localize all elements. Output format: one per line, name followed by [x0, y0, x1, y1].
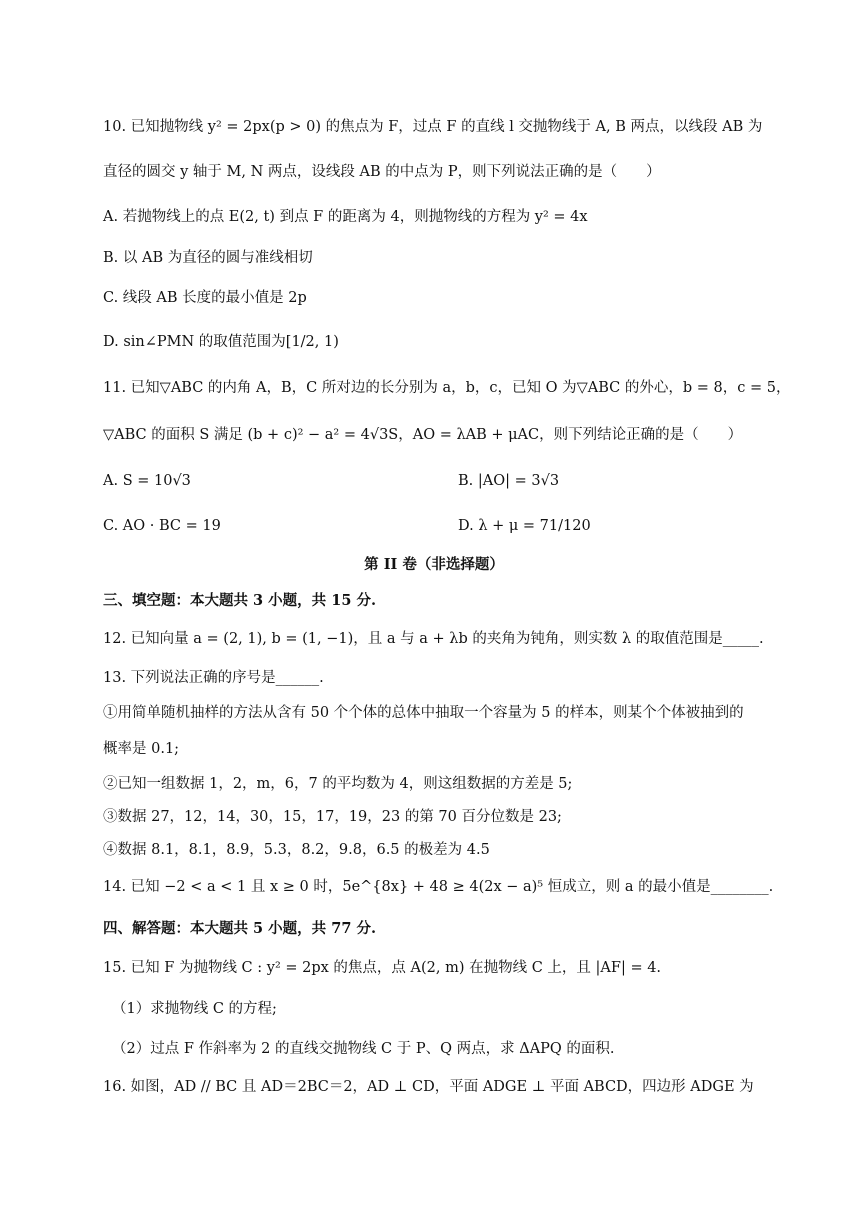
q10-option-b: B. 以 AB 为直径的圆与准线相切 — [103, 250, 313, 266]
q13-item2: ②已知一组数据 1，2，m，6，7 的平均数为 4，则这组数据的方差是 5; — [103, 776, 573, 792]
q10-line1: 10. 已知抛物线 y² = 2px(p > 0) 的焦点为 F，过点 F 的直线 l 交抛物线于 A, B 两点，以线段 AB 为 — [103, 119, 763, 135]
q13-item1-line1: ①用简单随机抽样的方法从含有 50 个个体的总体中抽取一个容量为 5 的样本，则某个个体被抽到的 — [103, 705, 744, 721]
q11-line2: ▽ABC 的面积 S 满足 (b + c)² − a² = 4√3S，AO = λAB + μAC，则下列结论正确的是（ ） — [103, 427, 743, 443]
q11-option-d: D. λ + μ = 71/120 — [458, 518, 591, 534]
section-title: 第 II 卷（非选择题） — [364, 556, 504, 573]
q10-option-a: A. 若抛物线上的点 E(2, t) 到点 F 的距离为 4，则抛物线的方程为 y² = 4x — [103, 209, 588, 225]
q15-stem: 15. 已知 F 为抛物线 C : y² = 2px 的焦点，点 A(2, m) 在抛物线 C 上，且 |AF| = 4. — [103, 960, 662, 976]
q12: 12. 已知向量 a = (2, 1), b = (1, −1)，且 a 与 a + λb 的夹角为钝角，则实数 λ 的取值范围是_____. — [103, 631, 764, 647]
q13-item4: ④数据 8.1，8.1，8.9，5.3，8.2，9.8，6.5 的极差为 4.5 — [103, 842, 490, 858]
q11-line1: 11. 已知▽ABC 的内角 A，B，C 所对边的长分别为 a，b，c，已知 O 为▽ABC 的外心，b = 8，c = 5， — [103, 380, 791, 396]
q11-option-c: C. AO · BC = 19 — [103, 518, 221, 534]
q13-item1-line2: 概率是 0.1; — [103, 741, 180, 757]
solve-heading: 四、解答题：本大题共 5 小题，共 77 分. — [103, 920, 377, 937]
q11-option-b: B. |AO| = 3√3 — [458, 473, 560, 489]
q15-part1: （1）求抛物线 C 的方程; — [112, 1001, 277, 1017]
q13-item3: ③数据 27，12，14，30，15，17，19，23 的第 70 百分位数是 23; — [103, 809, 562, 825]
q10-line2: 直径的圆交 y 轴于 M, N 两点，设线段 AB 的中点为 P，则下列说法正确的是（ ） — [103, 164, 661, 180]
q13-stem: 13. 下列说法正确的序号是______. — [103, 670, 324, 686]
q11-option-a: A. S = 10√3 — [103, 473, 191, 489]
q10-option-c: C. 线段 AB 长度的最小值是 2p — [103, 290, 307, 306]
q10-option-d: D. sin∠PMN 的取值范围为[1/2, 1) — [103, 334, 339, 350]
fill-in-heading: 三、填空题：本大题共 3 小题，共 15 分. — [103, 592, 377, 609]
q16: 16. 如图，AD // BC 且 AD＝2BC＝2，AD ⊥ CD，平面 ADGE ⊥ 平面 ABCD，四边形 ADGE 为 — [103, 1079, 754, 1095]
q15-part2: （2）过点 F 作斜率为 2 的直线交抛物线 C 于 P、Q 两点，求 ΔAPQ 的面积. — [112, 1041, 615, 1057]
q14: 14. 已知 −2 < a < 1 且 x ≥ 0 时，5e^{8x} + 48 ≥ 4(2x − a)⁵ 恒成立，则 a 的最小值是________. — [103, 879, 774, 895]
